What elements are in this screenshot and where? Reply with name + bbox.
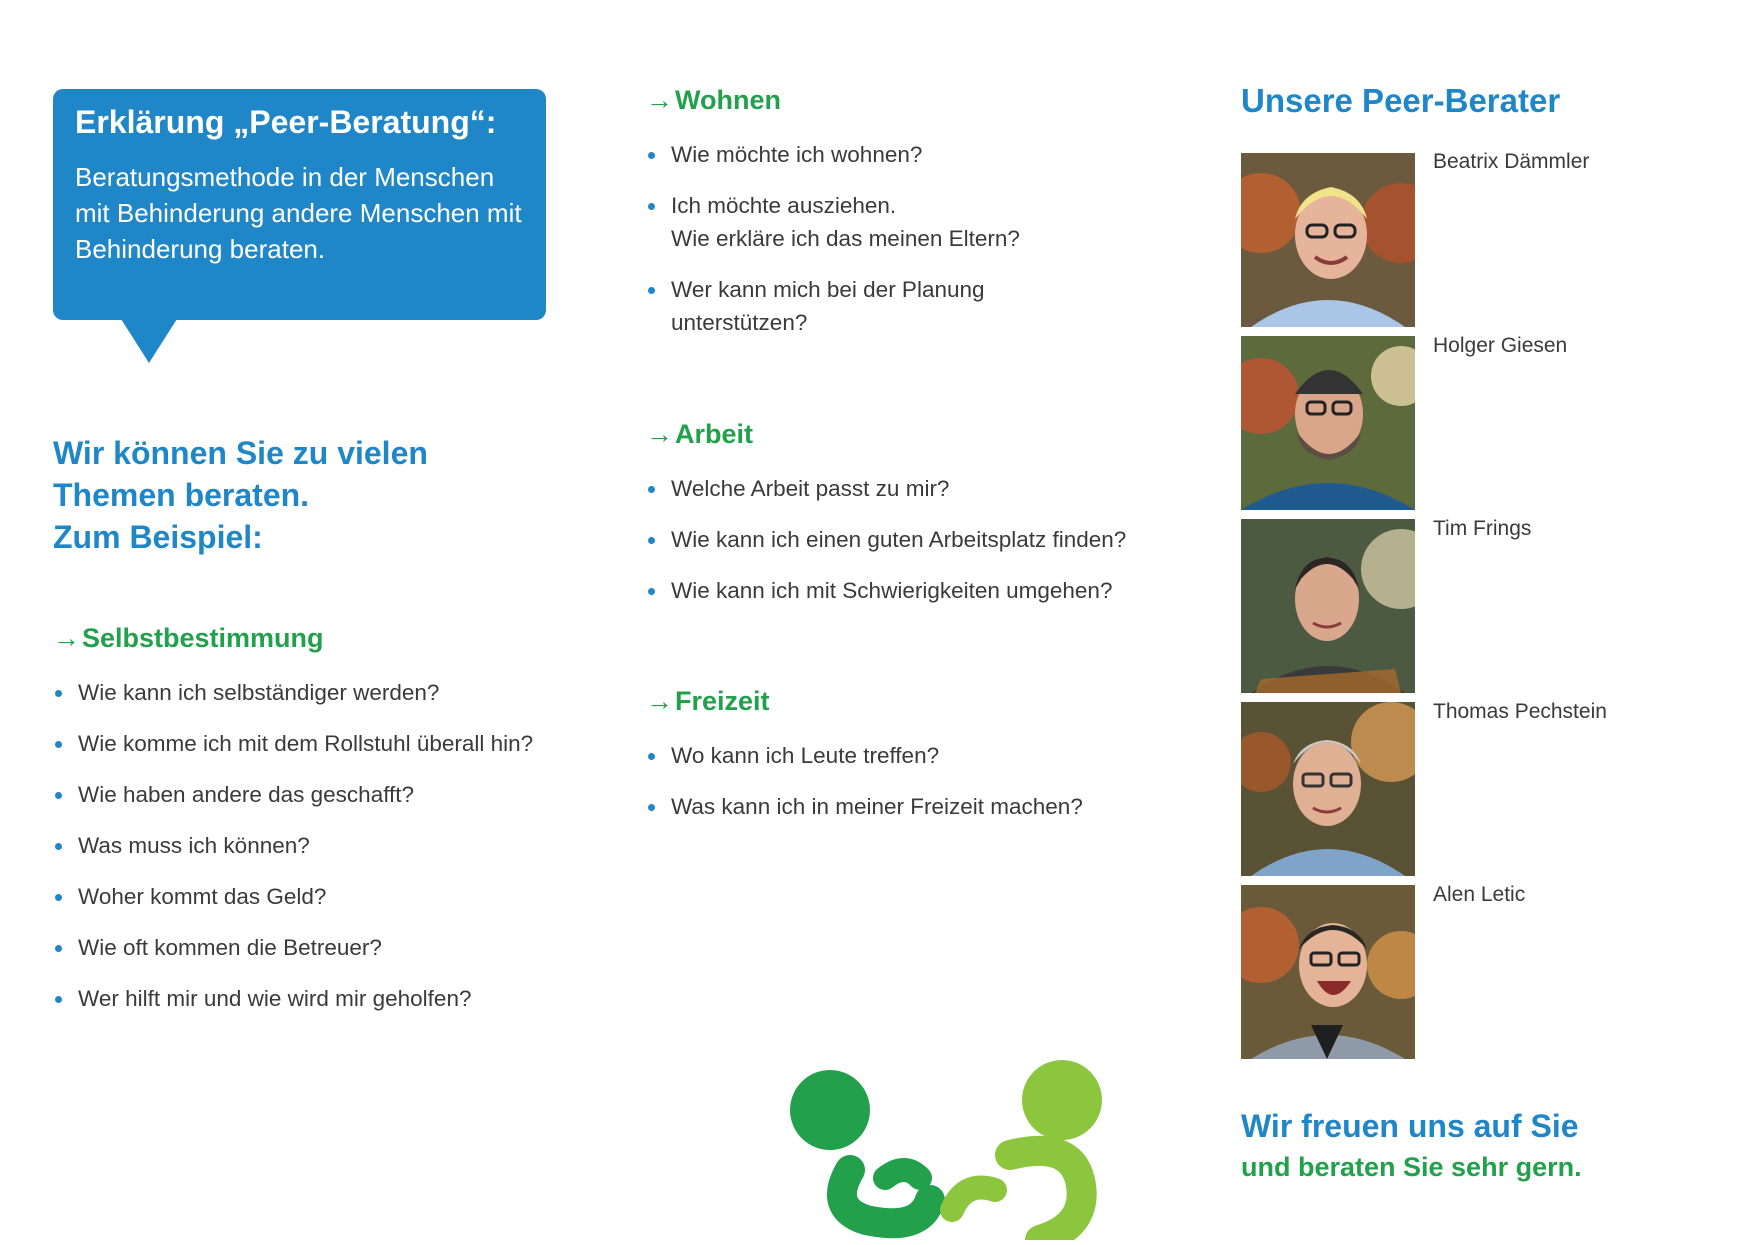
- arrow-right-icon: →: [646, 419, 673, 449]
- berater-title: Unsere Peer-Berater: [1241, 82, 1561, 119]
- topic-freizeit: [646, 685, 1083, 841]
- closing-line-2: und beraten Sie sehr gern.: [1241, 1152, 1582, 1182]
- intro-line: Zum Beispiel:: [53, 519, 263, 555]
- list-item: Was kann ich in meiner Freizeit machen?: [646, 790, 1083, 823]
- berater-name: Tim Frings: [1433, 517, 1532, 540]
- intro-line: Wir können Sie zu vielen: [53, 435, 428, 471]
- list-item: Wie kann ich mit Schwierigkeiten umgehen?: [646, 574, 1126, 607]
- topic-heading: →Freizeit: [646, 686, 770, 716]
- list-item: Wie komme ich mit dem Rollstuhl überall hin?: [53, 727, 533, 760]
- arrow-right-icon: →: [53, 623, 80, 653]
- closing-line-1: Wir freuen uns auf Sie: [1241, 1108, 1579, 1144]
- list-item: Was muss ich können?: [53, 829, 533, 862]
- list-item: Woher kommt das Geld?: [53, 880, 533, 913]
- list-item: Wie kann ich einen guten Arbeitsplatz finden?: [646, 523, 1126, 556]
- list-item: Wie haben andere das geschafft?: [53, 778, 533, 811]
- list-item: Welche Arbeit passt zu mir?: [646, 472, 1126, 505]
- berater-name: Alen Letic: [1433, 883, 1526, 906]
- list-item: Wie kann ich selbständiger werden?: [53, 676, 533, 709]
- topic-wohnen: [646, 84, 1020, 357]
- topic-list: [646, 472, 1126, 607]
- list-item: Wo kann ich Leute treffen?: [646, 739, 1083, 772]
- arrow-right-icon: →: [646, 686, 673, 716]
- berater-name: Thomas Pechstein: [1433, 700, 1607, 723]
- list-item: Wie oft kommen die Betreuer?: [53, 931, 533, 964]
- topic-list: [646, 138, 1020, 339]
- topic-heading: →Selbstbestimmung: [53, 623, 324, 653]
- definition-text: Beratungsmethode in der Menschen mit Behinderung andere Menschen mit Behinderung beraten.: [75, 162, 522, 265]
- berater-name: Holger Giesen: [1433, 334, 1568, 357]
- portrait-photo: [1241, 336, 1415, 510]
- list-item: Ich möchte ausziehen. Wie erkläre ich das meinen Eltern?: [646, 189, 1020, 255]
- topic-arbeit: [646, 418, 1126, 625]
- topic-heading: →Arbeit: [646, 419, 754, 449]
- topic-list: [646, 739, 1083, 823]
- bubble-tail: [121, 319, 177, 363]
- definition-title: Erklärung „Peer-Beratung“:: [75, 104, 497, 140]
- portrait-photo: [1241, 702, 1415, 876]
- portrait-photo: [1241, 885, 1415, 1059]
- list-item: Wer hilft mir und wie wird mir geholfen?: [53, 982, 533, 1015]
- peer-logo-icon: [780, 1060, 1125, 1245]
- list-item: Wie möchte ich wohnen?: [646, 138, 1020, 171]
- definition-bubble: [53, 89, 546, 320]
- list-item: Wer kann mich bei der Planung unterstützen?: [646, 273, 1020, 339]
- intro-line: Themen beraten.: [53, 477, 310, 513]
- topic-heading: →Wohnen: [646, 85, 781, 115]
- berater-name: Beatrix Dämmler: [1433, 150, 1590, 173]
- portrait-photo: [1241, 153, 1415, 327]
- arrow-right-icon: →: [646, 85, 673, 115]
- portrait-photo: [1241, 519, 1415, 693]
- topic-list: [53, 676, 533, 1015]
- topic-selbstbestimmung: [53, 622, 533, 1033]
- intro-heading: [53, 432, 573, 558]
